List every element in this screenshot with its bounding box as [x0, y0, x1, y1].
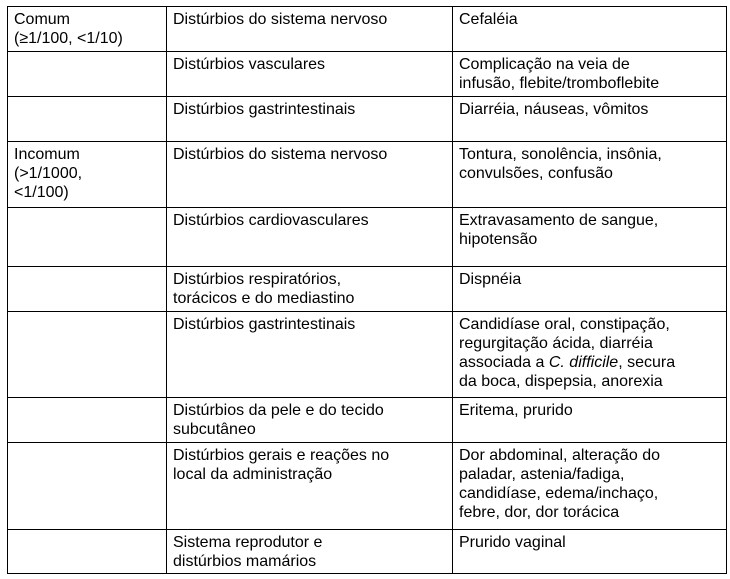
organ-system-cell: Distúrbios gastrintestinais	[167, 312, 453, 398]
organ-system-cell: Distúrbios cardiovasculares	[167, 208, 453, 267]
table-row	[8, 398, 727, 443]
frequency-cell	[8, 398, 167, 443]
table-row	[8, 7, 727, 52]
frequency-cell: Incomum (>1/1000, <1/100)	[8, 142, 167, 208]
reaction-cell: Tontura, sonolência, insônia, convulsões, confusão	[453, 142, 727, 208]
frequency-cell: Comum (≥1/100, <1/10)	[8, 7, 167, 52]
frequency-cell	[8, 530, 167, 574]
organism-name: C. difficile	[548, 354, 619, 371]
organ-system-cell: Distúrbios gastrintestinais	[167, 97, 453, 142]
reaction-cell: Extravasamento de sangue, hipotensão	[453, 208, 727, 267]
organ-system-cell: Distúrbios do sistema nervoso	[167, 142, 453, 208]
reaction-cell	[453, 312, 727, 398]
frequency-cell	[8, 97, 167, 142]
table-row	[8, 52, 727, 97]
reaction-cell: Dispnéia	[453, 267, 727, 312]
frequency-cell	[8, 312, 167, 398]
reaction-text: Candidíase oral, constipação, regurgitação ácida, diarréia associada a	[459, 316, 670, 371]
organ-system-cell: Distúrbios vasculares	[167, 52, 453, 97]
reaction-text: , secura da boca, dispepsia, anorexia	[459, 354, 676, 390]
table-row	[8, 97, 727, 142]
reaction-cell: Eritema, prurido	[453, 398, 727, 443]
frequency-cell	[8, 267, 167, 312]
table-row	[8, 530, 727, 574]
table-row	[8, 267, 727, 312]
table-row	[8, 208, 727, 267]
reaction-cell: Complicação na veia de infusão, flebite/tromboflebite	[453, 52, 727, 97]
table-row	[8, 142, 727, 208]
reaction-cell: Dor abdominal, alteração do paladar, astenia/fadiga, candidíase, edema/inchaço, febre, dor, dor torácica	[453, 443, 727, 530]
organ-system-cell: Distúrbios da pele e do tecido subcutâneo	[167, 398, 453, 443]
frequency-cell	[8, 443, 167, 530]
table-row	[8, 443, 727, 530]
table-row	[8, 312, 727, 398]
reaction-cell: Prurido vaginal	[453, 530, 727, 574]
organ-system-cell: Distúrbios gerais e reações no local da administração	[167, 443, 453, 530]
organ-system-cell: Distúrbios respiratórios, torácicos e do mediastino	[167, 267, 453, 312]
reaction-cell: Diarréia, náuseas, vômitos	[453, 97, 727, 142]
reaction-cell: Cefaléia	[453, 7, 727, 52]
organ-system-cell: Sistema reprodutor e distúrbios mamários	[167, 530, 453, 574]
frequency-cell	[8, 52, 167, 97]
adverse-reactions-table	[7, 6, 727, 574]
frequency-cell	[8, 208, 167, 267]
organ-system-cell: Distúrbios do sistema nervoso	[167, 7, 453, 52]
